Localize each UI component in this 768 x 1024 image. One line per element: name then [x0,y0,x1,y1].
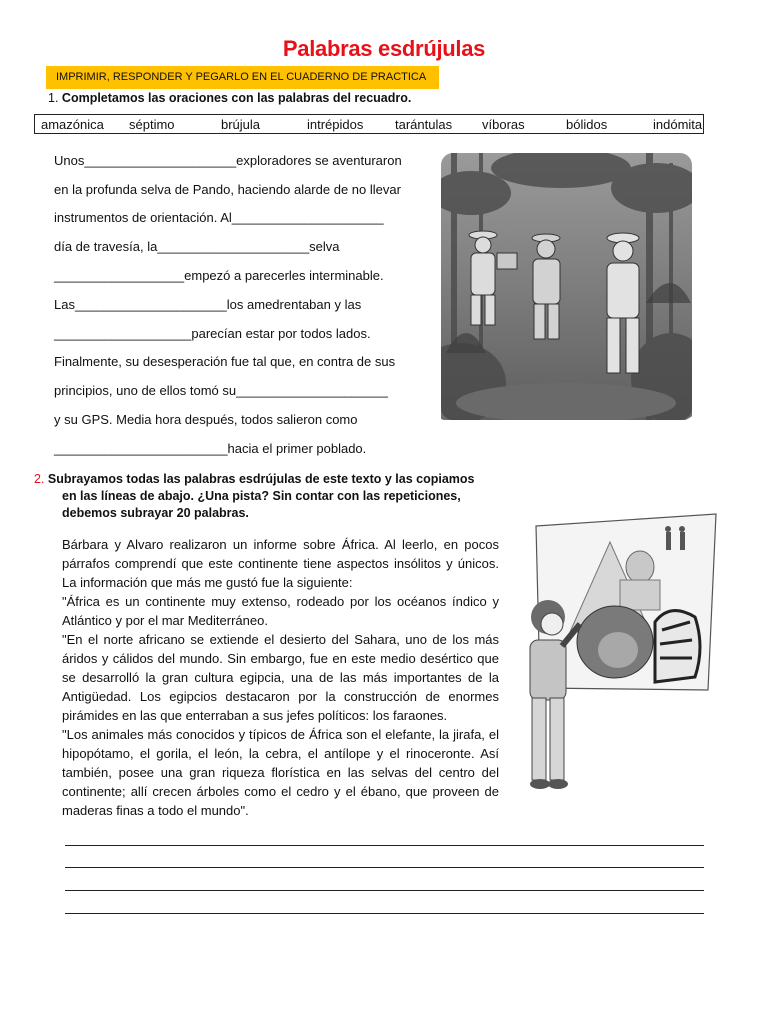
story-line: ___________________parecían estar por todos lados. [54,326,371,341]
story-line: y su GPS. Media hora después, todos salieron como [54,412,358,427]
answer-line[interactable] [65,913,704,914]
story-line: ________________________hacia el primer poblado. [54,441,367,456]
word-item: tarántulas [395,117,453,132]
paragraph: Bárbara y Alvaro realizaron un informe sobre África. Al leerlo, en pocos párrafos comprendí que este continente tiene aspectos insólitos y únicos. La información que más me gustó fue la siguiente: [62,537,499,590]
question-2-line-2: en las líneas de abajo. ¿Una pista? Sin contar con las repeticiones, [62,489,461,503]
question-1-number: 1. [48,91,59,105]
paragraph: "En el norte africano se extiende el desierto del Sahara, uno de los más áridos y cálidos del mundo. Sin embargo, fue en este medio desértico que se desarrolló la gran cultura egipcia, una de las más importantes de la Antigüedad. Los egipcios destacaron por la construcción de enormes pirámides en las que enterraban a sus jefes políticos: los faraones. [62,632,499,723]
story-line: Las_____________________los amedrentaban y las [54,297,362,312]
question-2-number: 2. [34,472,45,486]
story-line: en la profunda selva de Pando, haciendo alarde de no llevar [54,182,401,197]
question-1-text: Completamos las oraciones con las palabras del recuadro. [61,91,412,105]
story-line: Unos_____________________exploradores se aventuraron [54,153,402,168]
story-line: principios, uno de ellos tomó su_____________________ [54,383,388,398]
question-1 [48,91,411,105]
word-item: brújula [221,117,261,132]
question-2-line-3: debemos subrayar 20 palabras. [62,506,249,520]
word-item: séptimo [129,117,175,132]
question-2 [34,471,474,522]
paragraph: "África es un continente muy extenso, rodeado por los océanos índico y Atlántico y por el mar Mediterráneo. [62,594,499,628]
page-title: Palabras esdrújulas [282,36,486,61]
answer-line[interactable] [65,867,704,868]
question-2-line-1: Subrayamos todas las palabras esdrújulas de este texto y las copiamos [47,472,475,486]
instruction-banner: IMPRIMIR, RESPONDER Y PEGARLO EN EL CUADERNO DE PRACTICA [46,66,439,89]
word-item: víboras [482,117,525,132]
story-line: instrumentos de orientación. Al_____________________ [54,210,384,225]
story-line: día de travesía, la_____________________selva [54,239,340,254]
word-item: indómita [653,117,703,132]
paragraph: "Los animales más conocidos y típicos de África son el elefante, la jirafa, el hipopótamo, el gorila, el león, la cebra, el antílope y el rinoceronte. Así también, posee una gran riqueza florística en las selvas del centro del continente; allí crecen árboles como el cedro y el ébano, que proveen de maderas finas a todo el mundo". [62,727,499,818]
story-line: Finalmente, su desesperación fue tal que, en contra de sus [54,354,396,369]
story-line: __________________empezó a parecerles interminable. [54,268,384,283]
word-item: bólidos [566,117,608,132]
explorers-illustration [441,153,692,420]
africa-poster-illustration [500,512,720,802]
word-item: amazónica [41,117,104,132]
word-item: intrépidos [307,117,364,132]
africa-text [62,535,499,820]
answer-line[interactable] [65,845,704,846]
word-box [34,114,704,134]
answer-line[interactable] [65,890,704,891]
